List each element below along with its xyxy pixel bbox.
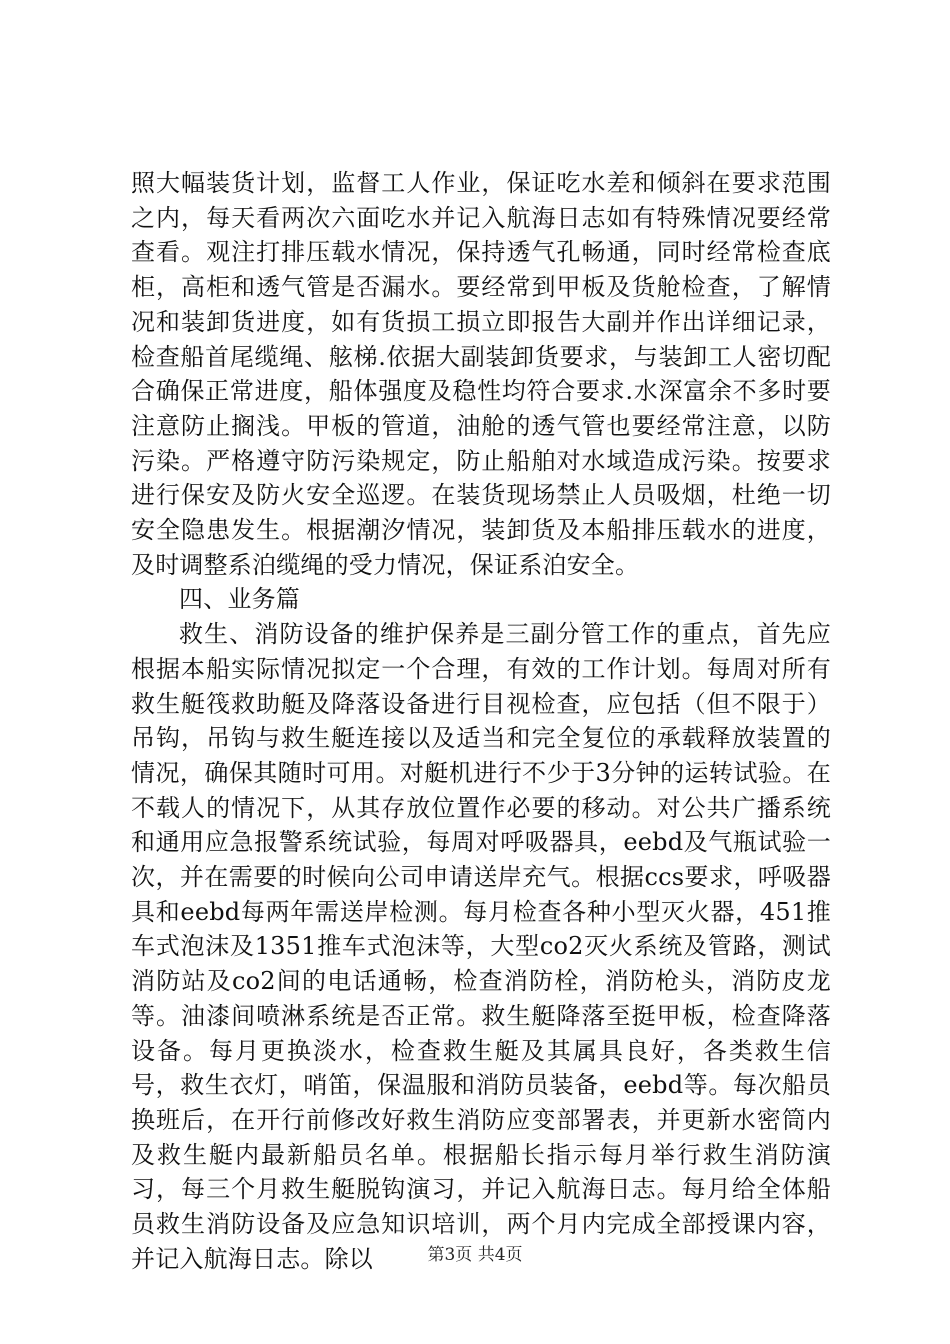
body-text (131, 166, 831, 1277)
paragraph-safety-equipment: 救生、消防设备的维护保养是三副分管工作的重点，首先应根据本船实际情况拟定一个合理，有效的工作计划。每周对所有救生艇筏救助艇及降落设备进行目视检查，应包括（但不限于）吊钩，吊钩与救生艇连接以及适当和完全复位的承载释放装置的情况，确保其随时可用。对艇机进行不少于3分钟的运转试验。在不载人的情况下，从其存放位置作必要的移动。对公共广播系统和通用应急报警系统试验，每周对呼吸器具，eebd及气瓶试验一次，并在需要的时候向公司申请送岸充气。根据ccs要求，呼吸器具和eebd每两年需送岸检测。每月检查各种小型灭火器，451推车式泡沫及1351推车式泡沫等，大型co2灭火系统及管路，测试消防站及co2间的电话通畅，检查消防栓，消防枪头，消防皮龙等。油漆间喷淋系统是否正常。救生艇降落至挺甲板，检查降落设备。每月更换淡水，检查救生艇及其属具良好，各类救生信号，救生衣灯，哨笛，保温服和消防员装备，eebd等。每次船员换班后，在开行前修改好救生消防应变部署表，并更新水密筒内及救生艇内最新船员名单。根据船长指示每月举行救生消防演习，每三个月救生艇脱钩演习，并记入航海日志。每月给全体船员救生消防设备及应急知识培训，两个月内完成全部授课内容，并记入航海日志。除以 (131, 620, 831, 1273)
section-heading: 四、业务篇 (179, 585, 300, 614)
paragraph-loading-duties: 照大幅装货计划，监督工人作业，保证吃水差和倾斜在要求范围之内，每天看两次六面吃水并记入航海日志如有特殊情况要经常查看。观注打排压载水情况，保持透气孔畅通，同时经常检查底柜，高柜和透气管是否漏水。要经常到甲板及货舱检查，了解情况和装卸货进度，如有货损工损立即报告大副并作出详细记录，检查船首尾缆绳、舷梯.依据大副装卸货要求，与装卸工人密切配合确保正常进度，船体强度及稳性均符合要求.水深富余不多时要注意防止搁浅。甲板的管道，油舱的透气管也要经常注意，以防污染。严格遵守防污染规定，防止船舶对水域造成污染。按要求进行保安及防火安全巡逻。在装货现场禁止人员吸烟，杜绝一切安全隐患发生。根据潮汐情况，装卸货及本船排压载水的进度，及时调整系泊缆绳的受力情况，保证系泊安全。 (131, 169, 831, 579)
page-footer: 第3页 共4页 (427, 1245, 523, 1265)
